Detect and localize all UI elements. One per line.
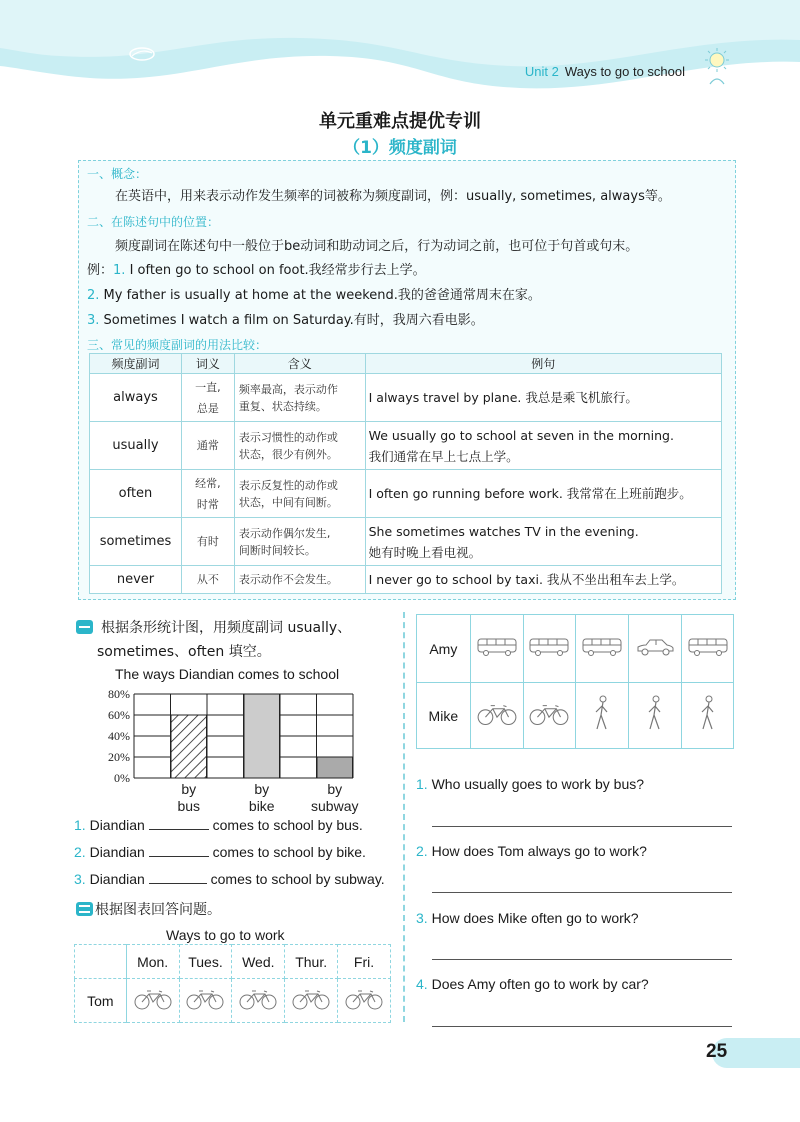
question-text: Does Amy often go to work by car? — [431, 976, 649, 992]
meaning-line: 有时 — [196, 535, 219, 548]
bus-icon — [581, 637, 623, 657]
section-one-badge — [76, 620, 93, 634]
bike-icon — [291, 988, 331, 1010]
bike-icon — [344, 988, 384, 1010]
example-cell — [365, 374, 721, 422]
bar-by-bike — [244, 694, 280, 778]
picture-cell — [682, 615, 734, 683]
meaning-cell — [181, 518, 234, 566]
column-divider — [403, 612, 405, 1022]
description-cell — [234, 470, 365, 518]
car-icon — [634, 636, 676, 658]
page-number: 25 — [706, 1041, 728, 1062]
table-row — [90, 374, 722, 422]
week-icon-cell — [179, 979, 232, 1023]
section-two-badge — [76, 902, 93, 916]
x-tick-label: by — [327, 781, 343, 797]
leaf-icon — [128, 44, 156, 64]
table-row — [90, 566, 722, 594]
picture-cell — [576, 683, 629, 749]
question-number: 4. — [416, 976, 428, 992]
fill-question-2 — [74, 844, 366, 860]
example-line: I often go running before work. 我常常在上班前跑步。 — [368, 486, 692, 501]
picture-cell — [523, 683, 576, 749]
x-tick-label: by — [181, 781, 197, 797]
question-subject: Diandian — [89, 844, 145, 860]
y-tick-label: 40% — [108, 729, 130, 743]
header-cell: 例句 — [365, 354, 721, 374]
picture-cell — [629, 683, 682, 749]
example-text: Sometimes I watch a film on Saturday.有时，我周六看电影。 — [103, 313, 484, 328]
day-cell: Tues. — [179, 945, 232, 979]
rule-concept-text: 在英语中，用来表示动作发生频率的词被称为频度副词，例：usually, sometimes, always等。 — [115, 189, 671, 204]
question-rest: comes to school by bus. — [212, 817, 363, 833]
frequency-adverb-table — [89, 353, 722, 594]
picture-cell — [470, 615, 523, 683]
person-cell: Amy — [417, 615, 471, 683]
bus-icon — [476, 637, 518, 657]
question-number: 3. — [74, 871, 86, 887]
question-number: 1. — [74, 817, 86, 833]
question-text: How does Mike often go to work? — [431, 910, 639, 926]
y-tick-label: 20% — [108, 750, 130, 764]
amy-row — [417, 615, 734, 683]
walk-icon — [591, 695, 613, 733]
rule-heading-concept: 一、概念： — [87, 167, 148, 181]
adverb-cell: often — [90, 470, 182, 518]
unit-number: Unit 2 — [524, 64, 559, 79]
description-line: 状态，中间有间断。 — [238, 495, 338, 509]
example-cell — [365, 422, 721, 470]
person-cell: Tom — [75, 979, 127, 1023]
example-number: 1. — [113, 263, 126, 278]
table-header-row — [90, 354, 722, 374]
transport-picture-table — [416, 614, 734, 749]
picture-cell — [523, 615, 576, 683]
meaning-line: 从不 — [196, 573, 219, 586]
person-cell: Mike — [417, 683, 471, 749]
walk-icon — [697, 695, 719, 733]
example-line: We usually go to school at seven in the morning. — [368, 427, 674, 443]
answer-line[interactable] — [432, 959, 732, 960]
right-question-1 — [416, 776, 644, 792]
bike-icon — [185, 988, 225, 1010]
adverb-cell: sometimes — [90, 518, 182, 566]
x-tick-label: by — [254, 781, 270, 797]
right-question-2 — [416, 843, 647, 859]
week-icon-cell — [285, 979, 338, 1023]
question-number: 2. — [74, 844, 86, 860]
meaning-line: 时常 — [196, 497, 219, 511]
week-icon-cell — [338, 979, 391, 1023]
question-number: 2. — [416, 843, 428, 859]
meaning-cell — [181, 566, 234, 594]
question-number: 3. — [416, 910, 428, 926]
x-tick-label: subway — [311, 798, 359, 814]
week-header-row — [75, 945, 391, 979]
day-cell: Thur. — [285, 945, 338, 979]
y-tick-label: 80% — [108, 687, 130, 701]
rule-example-3 — [87, 313, 484, 329]
example-cell — [365, 470, 721, 518]
example-text: I often go to school on foot.我经常步行去上学。 — [129, 263, 426, 278]
meaning-cell — [181, 374, 234, 422]
meaning-line: 总是 — [196, 401, 219, 415]
right-question-4 — [416, 976, 649, 992]
section-two-instruction: 根据图表回答问题。 — [95, 902, 221, 918]
description-cell — [234, 518, 365, 566]
question-text: How does Tom always go to work? — [431, 843, 647, 859]
adverb-cell: usually — [90, 422, 182, 470]
rule-heading-comparison: 三、常见的频度副词的用法比较： — [87, 338, 268, 352]
description-cell — [234, 566, 365, 594]
bike-icon — [238, 988, 278, 1010]
rule-position-text: 频度副词在陈述句中一般位于be动词和助动词之后，行为动词之前，也可位于句首或句末。 — [115, 239, 639, 254]
bike-icon — [133, 988, 173, 1010]
picture-cell — [576, 615, 629, 683]
mike-row — [417, 683, 734, 749]
rule-heading-position: 二、在陈述句中的位置： — [87, 215, 220, 229]
fill-question-3 — [74, 871, 385, 887]
bar-by-bus — [171, 715, 207, 778]
x-tick-label: bus — [177, 798, 201, 814]
example-line: I never go to school by taxi. 我从不坐出租车去上学。 — [368, 572, 685, 587]
example-cell — [365, 566, 721, 594]
adverb-cell: always — [90, 374, 182, 422]
example-line: I always travel by plane. 我总是乘飞机旅行。 — [368, 390, 638, 405]
bus-icon — [528, 637, 570, 657]
page-subtitle: （1）频度副词 — [343, 138, 457, 158]
question-number: 1. — [416, 776, 428, 792]
example-line: 我们通常在早上七点上学。 — [368, 448, 519, 464]
description-line: 表示动作不会发生。 — [238, 573, 338, 586]
y-tick-label: 0% — [114, 771, 130, 785]
question-subject: Diandian — [89, 871, 145, 887]
day-cell: Fri. — [338, 945, 391, 979]
header-cell: 含义 — [234, 354, 365, 374]
bus-icon — [687, 637, 729, 657]
example-cell — [365, 518, 721, 566]
y-tick-label: 60% — [108, 708, 130, 722]
rule-example-2 — [87, 288, 541, 304]
answer-blank[interactable] — [149, 856, 209, 857]
section-one-instruction-line1: 根据条形统计图，用频度副词 usually、 — [101, 620, 352, 636]
picture-cell — [470, 683, 523, 749]
picture-cell — [682, 683, 734, 749]
answer-blank[interactable] — [149, 829, 209, 830]
answer-line[interactable] — [432, 1026, 732, 1027]
page-title: 单元重难点提优专训 — [319, 111, 481, 132]
right-question-3 — [416, 910, 639, 926]
description-line: 重复、状态持续。 — [238, 399, 327, 413]
meaning-line: 一直, — [195, 380, 221, 394]
example-text: My father is usually at home at the weekend.我的爸爸通常周末在家。 — [103, 288, 541, 303]
example-number: 3. — [87, 313, 100, 328]
walk-icon — [644, 695, 666, 733]
picture-cell — [629, 615, 682, 683]
week-table — [74, 944, 391, 1023]
meaning-cell — [181, 422, 234, 470]
header-cell: 词义 — [181, 354, 234, 374]
example-prefix: 例： — [87, 263, 114, 278]
empty-cell — [75, 945, 127, 979]
question-rest: comes to school by subway. — [210, 871, 385, 887]
description-cell — [234, 422, 365, 470]
question-rest: comes to school by bike. — [212, 844, 366, 860]
meaning-line: 通常 — [196, 439, 219, 452]
unit-label — [525, 64, 685, 79]
bike-icon — [528, 702, 570, 726]
day-cell: Wed. — [232, 945, 285, 979]
header-cell: 频度副词 — [90, 354, 182, 374]
bike-icon — [476, 702, 518, 726]
table-row — [90, 422, 722, 470]
chart-title: The ways Diandian comes to school — [115, 666, 340, 682]
bar-by-subway — [317, 757, 353, 778]
description-line: 表示习惯性的动作或 — [238, 430, 338, 444]
example-line: She sometimes watches TV in the evening. — [368, 523, 639, 539]
week-table-title: Ways to go to work — [166, 927, 285, 943]
answer-line[interactable] — [432, 826, 732, 827]
rule-example-1 — [87, 263, 426, 279]
unit-title: Ways to go to school — [564, 64, 685, 79]
fill-question-1 — [74, 817, 363, 833]
description-line: 状态，很少有例外。 — [238, 447, 338, 461]
bar-chart — [90, 684, 380, 814]
x-tick-label: bike — [248, 798, 275, 814]
question-text: Who usually goes to work by bus? — [431, 776, 645, 792]
answer-blank[interactable] — [149, 883, 207, 884]
table-row — [90, 518, 722, 566]
section-one-instruction-line2: sometimes、often 填空。 — [97, 644, 271, 660]
example-number: 2. — [87, 288, 100, 303]
meaning-cell — [181, 470, 234, 518]
answer-line[interactable] — [432, 892, 732, 893]
sun-icon — [700, 46, 734, 86]
question-subject: Diandian — [89, 817, 145, 833]
week-icon-cell — [126, 979, 179, 1023]
day-cell: Mon. — [126, 945, 179, 979]
week-icon-cell — [232, 979, 285, 1023]
description-line: 频率最高，表示动作 — [238, 382, 338, 396]
description-cell — [234, 374, 365, 422]
description-line: 表示动作偶尔发生, — [238, 526, 331, 540]
meaning-line: 经常, — [195, 476, 221, 490]
example-line: 她有时晚上看电视。 — [368, 544, 482, 560]
adverb-cell: never — [90, 566, 182, 594]
header-band — [0, 0, 800, 95]
table-row — [90, 470, 722, 518]
week-tom-row — [75, 979, 391, 1023]
description-line: 间断时间较长。 — [238, 543, 316, 557]
description-line: 表示反复性的动作或 — [238, 478, 338, 492]
